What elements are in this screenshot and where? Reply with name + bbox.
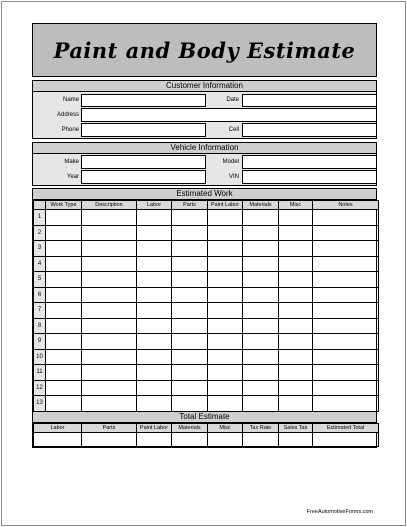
row-number: 11 (34, 365, 46, 381)
column-header-parts: Parts (172, 201, 208, 210)
paint-labor-cell[interactable] (208, 287, 243, 303)
parts-cell[interactable] (172, 287, 208, 303)
column-header-work-type: Work Type (46, 201, 82, 210)
year-field[interactable] (81, 170, 206, 184)
cell-label: Cell (228, 127, 239, 133)
column-header-misc: Misc (279, 201, 313, 210)
phone-label: Phone (61, 127, 79, 133)
date-label: Date (226, 97, 239, 103)
materials-cell[interactable] (243, 272, 279, 288)
labor-cell[interactable] (137, 303, 172, 319)
materials-cell[interactable] (243, 303, 279, 319)
table-row (34, 380, 379, 396)
vehicle-information-header: Vehicle Information (33, 143, 376, 154)
total-header-estimated-total: Estimated Total (313, 424, 379, 433)
title-banner (32, 23, 377, 77)
description-cell[interactable] (82, 272, 137, 288)
misc-cell[interactable] (279, 318, 313, 334)
parts-cell[interactable] (172, 225, 208, 241)
labor-cell[interactable] (137, 380, 172, 396)
labor-cell[interactable] (137, 365, 172, 381)
misc-cell[interactable] (279, 303, 313, 319)
description-cell[interactable] (82, 318, 137, 334)
table-row (34, 287, 379, 303)
paint-labor-cell[interactable] (208, 303, 243, 319)
description-cell[interactable] (82, 334, 137, 350)
total-header-tax-rate: Tax Rate (243, 424, 279, 433)
notes-cell[interactable] (313, 396, 379, 412)
date-field[interactable] (242, 94, 377, 107)
parts-cell[interactable] (172, 365, 208, 381)
row-number: 13 (34, 396, 46, 412)
estimated-work-table (33, 200, 379, 412)
total-estimate-header: Total Estimate (33, 412, 376, 423)
notes-cell[interactable] (313, 287, 379, 303)
total-estimate-row (34, 433, 379, 447)
notes-cell[interactable] (313, 241, 379, 257)
parts-cell[interactable] (172, 241, 208, 257)
parts-cell[interactable] (172, 272, 208, 288)
notes-cell[interactable] (313, 272, 379, 288)
description-cell[interactable] (82, 241, 137, 257)
labor-cell[interactable] (137, 349, 172, 365)
total-paint-labor-cell[interactable] (137, 433, 172, 447)
total-header-paint-labor: Paint Labor (137, 424, 172, 433)
table-row (34, 334, 379, 350)
misc-cell[interactable] (279, 334, 313, 350)
description-cell[interactable] (82, 396, 137, 412)
estimated-work-header-row (34, 201, 379, 210)
description-cell[interactable] (82, 349, 137, 365)
parts-cell[interactable] (172, 210, 208, 226)
misc-cell[interactable] (279, 225, 313, 241)
model-field[interactable] (242, 155, 377, 169)
table-row (34, 210, 379, 226)
materials-cell[interactable] (243, 365, 279, 381)
customer-information-body (33, 92, 376, 138)
parts-cell[interactable] (172, 334, 208, 350)
work-type-cell[interactable] (46, 272, 82, 288)
notes-cell[interactable] (313, 365, 379, 381)
make-field[interactable] (81, 155, 206, 169)
description-cell[interactable] (82, 256, 137, 272)
row-number: 6 (34, 287, 46, 303)
notes-cell[interactable] (313, 210, 379, 226)
paint-labor-cell[interactable] (208, 241, 243, 257)
materials-cell[interactable] (243, 349, 279, 365)
table-row (34, 396, 379, 412)
table-row (34, 349, 379, 365)
name-field[interactable] (81, 94, 206, 107)
paint-labor-cell[interactable] (208, 380, 243, 396)
description-cell[interactable] (82, 210, 137, 226)
description-cell[interactable] (82, 365, 137, 381)
table-row (34, 225, 379, 241)
work-type-cell[interactable] (46, 349, 82, 365)
work-type-cell[interactable] (46, 287, 82, 303)
description-cell[interactable] (82, 380, 137, 396)
customer-information-section (32, 80, 377, 139)
materials-cell[interactable] (243, 210, 279, 226)
parts-cell[interactable] (172, 349, 208, 365)
address-field[interactable] (81, 108, 377, 122)
estimate-form-page (1, 1, 406, 526)
labor-cell[interactable] (137, 210, 172, 226)
row-number: 5 (34, 272, 46, 288)
column-header-paint-labor: Paint Labor (208, 201, 243, 210)
work-type-cell[interactable] (46, 241, 82, 257)
paint-labor-cell[interactable] (208, 349, 243, 365)
labor-cell[interactable] (137, 225, 172, 241)
work-type-cell[interactable] (46, 365, 82, 381)
labor-cell[interactable] (137, 287, 172, 303)
total-header-misc: Misc (208, 424, 243, 433)
model-label: Model (222, 159, 239, 165)
labor-cell[interactable] (137, 256, 172, 272)
materials-cell[interactable] (243, 241, 279, 257)
work-type-cell[interactable] (46, 210, 82, 226)
footer-site-name: FreeAutomotiveForms.com (306, 509, 373, 515)
total-header-parts: Parts (82, 424, 137, 433)
materials-cell[interactable] (243, 225, 279, 241)
materials-cell[interactable] (243, 396, 279, 412)
labor-cell[interactable] (137, 272, 172, 288)
notes-cell[interactable] (313, 318, 379, 334)
paint-labor-cell[interactable] (208, 256, 243, 272)
vin-field[interactable] (242, 170, 377, 184)
materials-cell[interactable] (243, 380, 279, 396)
row-number: 7 (34, 303, 46, 319)
customer-information-header: Customer Information (33, 81, 376, 92)
row-number: 12 (34, 380, 46, 396)
work-type-cell[interactable] (46, 396, 82, 412)
cell-field[interactable] (242, 123, 377, 137)
total-misc-cell[interactable] (208, 433, 243, 447)
materials-cell[interactable] (243, 318, 279, 334)
row-number: 10 (34, 349, 46, 365)
table-row (34, 272, 379, 288)
paint-labor-cell[interactable] (208, 210, 243, 226)
name-label: Name (62, 97, 79, 103)
estimated-work-header: Estimated Work (33, 189, 376, 200)
labor-cell[interactable] (137, 396, 172, 412)
work-type-cell[interactable] (46, 303, 82, 319)
total-parts-cell[interactable] (82, 433, 137, 447)
notes-cell[interactable] (313, 380, 379, 396)
parts-cell[interactable] (172, 303, 208, 319)
total-labor-cell[interactable] (34, 433, 82, 447)
total-sales-tax-cell[interactable] (279, 433, 313, 447)
notes-cell[interactable] (313, 303, 379, 319)
work-type-cell[interactable] (46, 256, 82, 272)
parts-cell[interactable] (172, 380, 208, 396)
notes-cell[interactable] (313, 225, 379, 241)
row-number: 2 (34, 225, 46, 241)
notes-cell[interactable] (313, 334, 379, 350)
vin-label: VIN (228, 174, 239, 180)
column-header-notes: Notes (313, 201, 379, 210)
misc-cell[interactable] (279, 287, 313, 303)
row-number: 8 (34, 318, 46, 334)
labor-cell[interactable] (137, 334, 172, 350)
parts-cell[interactable] (172, 318, 208, 334)
table-row (34, 318, 379, 334)
total-header-materials: Materials (172, 424, 208, 433)
address-label: Address (56, 112, 79, 118)
make-label: Make (64, 159, 79, 165)
column-header-materials: Materials (243, 201, 279, 210)
table-row (34, 256, 379, 272)
vehicle-information-body (33, 154, 376, 185)
materials-cell[interactable] (243, 287, 279, 303)
labor-cell[interactable] (137, 241, 172, 257)
work-type-cell[interactable] (46, 380, 82, 396)
paint-labor-cell[interactable] (208, 334, 243, 350)
vehicle-information-section (32, 142, 377, 186)
misc-cell[interactable] (279, 256, 313, 272)
page-title: Paint and Body Estimate (53, 37, 356, 63)
work-type-cell[interactable] (46, 334, 82, 350)
row-number: 3 (34, 241, 46, 257)
paint-labor-cell[interactable] (208, 318, 243, 334)
work-type-cell[interactable] (46, 225, 82, 241)
total-estimate-table (33, 423, 379, 447)
parts-cell[interactable] (172, 256, 208, 272)
labor-cell[interactable] (137, 318, 172, 334)
table-row (34, 303, 379, 319)
row-number: 9 (34, 334, 46, 350)
row-number: 1 (34, 210, 46, 226)
notes-cell[interactable] (313, 349, 379, 365)
description-cell[interactable] (82, 303, 137, 319)
misc-cell[interactable] (279, 365, 313, 381)
year-label: Year (66, 174, 79, 180)
work-type-cell[interactable] (46, 318, 82, 334)
total-header-sales-tax: Sales Tax (279, 424, 313, 433)
misc-cell[interactable] (279, 349, 313, 365)
paint-labor-cell[interactable] (208, 365, 243, 381)
estimated-work-rows (34, 210, 379, 412)
estimated-work-section (32, 188, 377, 413)
misc-cell[interactable] (279, 210, 313, 226)
total-estimate-header-row (34, 424, 379, 433)
total-header-labor: Labor (34, 424, 82, 433)
column-header-description: Description (82, 201, 137, 210)
row-number: 4 (34, 256, 46, 272)
misc-cell[interactable] (279, 396, 313, 412)
description-cell[interactable] (82, 287, 137, 303)
total-materials-cell[interactable] (172, 433, 208, 447)
description-cell[interactable] (82, 225, 137, 241)
misc-cell[interactable] (279, 380, 313, 396)
paint-labor-cell[interactable] (208, 225, 243, 241)
total-tax-rate-cell[interactable] (243, 433, 279, 447)
materials-cell[interactable] (243, 334, 279, 350)
notes-cell[interactable] (313, 256, 379, 272)
paint-labor-cell[interactable] (208, 396, 243, 412)
column-header-labor: Labor (137, 201, 172, 210)
total-estimate-section (32, 411, 377, 448)
misc-cell[interactable] (279, 272, 313, 288)
table-row (34, 365, 379, 381)
materials-cell[interactable] (243, 256, 279, 272)
paint-labor-cell[interactable] (208, 272, 243, 288)
table-row (34, 241, 379, 257)
parts-cell[interactable] (172, 396, 208, 412)
misc-cell[interactable] (279, 241, 313, 257)
phone-field[interactable] (81, 123, 206, 137)
row-number-header (34, 201, 46, 210)
total-estimated-total-cell[interactable] (313, 433, 379, 447)
